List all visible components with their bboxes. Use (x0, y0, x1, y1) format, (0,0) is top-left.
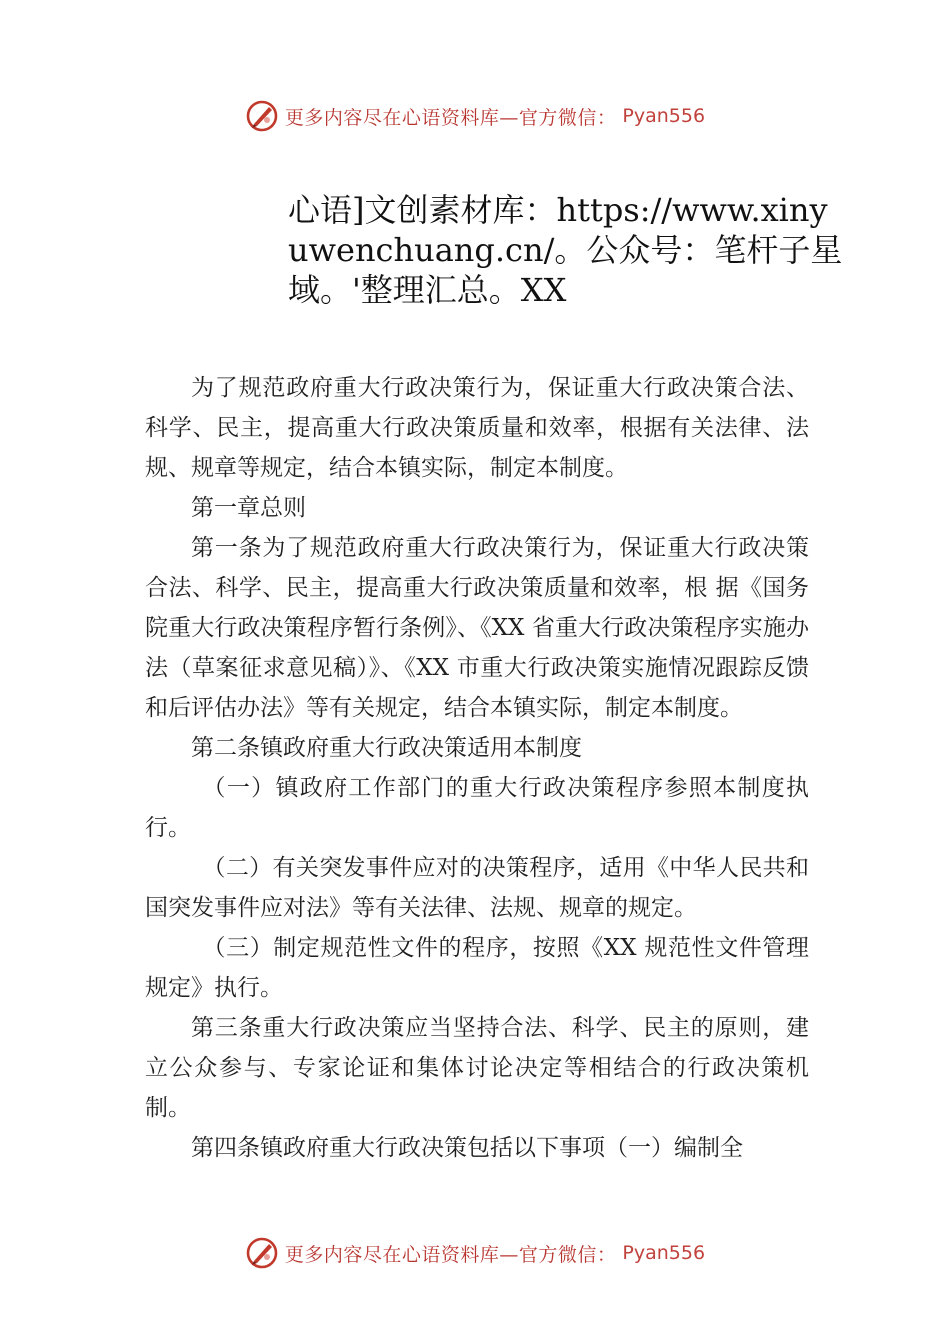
article-1: 第一条为了规范政府重大行政决策行为，保证重大行政决策合法、科学、民主，提高重大行政决策质量和效率，根 据《国务院重大行政决策程序暂行条例》、《XX 省重大行政决策程序实施办法（草案征求意见稿）》、《XX 市重大行政决策实施情况跟踪反馈和后评估办法》等有关规定，结合本镇实际，制定本制度。 (145, 535, 809, 721)
article-2-item-2: （二）有关突发事件应对的决策程序，适用《中华人民共和国突发事件应对法》等有关法律、法规、规章的规定。 (145, 855, 809, 921)
article-3: 第三条重大行政决策应当坚持合法、科学、民主的原则，建立公众参与、专家论证和集体讨论决定等相结合的行政决策机制。 (145, 1015, 809, 1121)
article-2-item-1: （一）镇政府工作部门的重大行政决策程序参照本制度执行。 (145, 775, 809, 841)
pen-logo-icon (245, 99, 279, 133)
header-banner (0, 96, 950, 136)
article-4: 第四条镇政府重大行政决策包括以下事项（一）编制全 (191, 1135, 743, 1161)
paragraph-intro: 为了规范政府重大行政决策行为，保证重大行政决策合法、科学、民主，提高重大行政决策质量和效率，根据有关法律、法规、规章等规定，结合本镇实际，制定本制度。 (145, 375, 809, 481)
document-title: 心语]文创素材库：https://www.xinyuwenchuang.cn/。公众号：笔杆子星域。'整理汇总。XX (288, 191, 843, 309)
banner-slogan: 更多内容尽在心语资料库—官方微信： (284, 1243, 617, 1266)
footer-banner (0, 1233, 950, 1273)
article-2-item-3: （三）制定规范性文件的程序，按照《XX 规范性文件管理规定》执行。 (145, 935, 809, 1001)
document-body (145, 368, 809, 1168)
pen-logo-icon (245, 1236, 279, 1270)
article-2: 第二条镇政府重大行政决策适用本制度 (191, 735, 582, 761)
banner-wechat-id: Pyan556 (622, 1242, 706, 1264)
chapter-heading: 第一章总则 (191, 495, 306, 521)
banner-wechat-id: Pyan556 (622, 105, 706, 127)
banner-slogan: 更多内容尽在心语资料库—官方微信： (284, 106, 617, 129)
